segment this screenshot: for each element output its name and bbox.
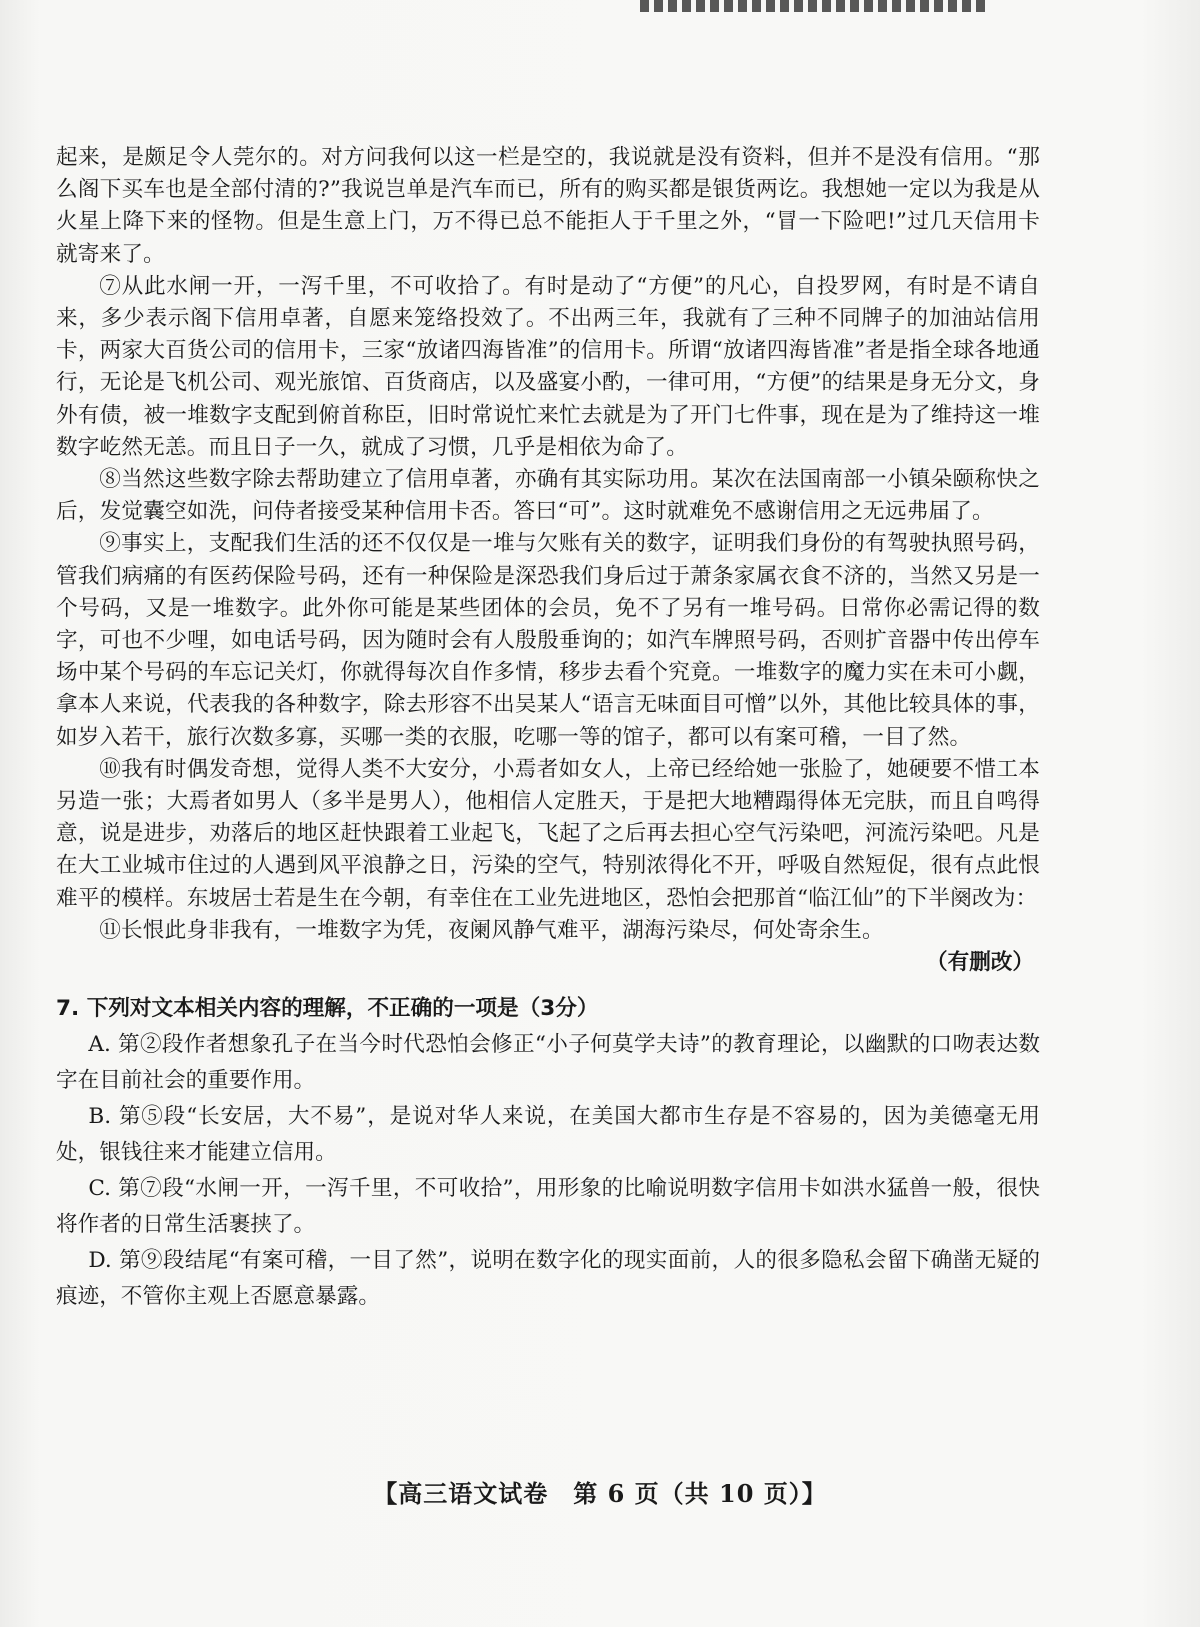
paragraph-continuation: 起来，是颇足令人莞尔的。对方问我何以这一栏是空的，我说就是没有资料，但并不是没有信用。“那么阁下买车也是全部付清的?”我说岂单是汽车而已，所有的购买都是银货两讫。我想她一定以为我是从火星上降下来的怪物。但是生意上门，万不得已总不能拒人于千里之外，“冒一下险吧!”过几天信用卡就寄来了。 <box>56 145 1040 267</box>
question-7 <box>56 991 1040 1315</box>
option-b: B. 第⑤段“长安居，大不易”，是说对华人来说，在美国大都市生存是不容易的，因为美德毫无用处，银钱往来才能建立信用。 <box>56 1104 1040 1166</box>
option-d: D. 第⑨段结尾“有案可稽，一目了然”，说明在数字化的现实面前，人的很多隐私会留下确凿无疑的痕迹，不管你主观上否愿意暴露。 <box>56 1248 1040 1310</box>
paragraph-11-poem: ⑪长恨此身非我有，一堆数字为凭，夜阑风静气难平，湖海污染尽，何处寄余生。 <box>99 917 884 943</box>
paragraph-8: ⑧当然这些数字除去帮助建立了信用卓著，亦确有其实际功用。某次在法国南部一小镇朵颐称快之后，发觉囊空如洗，问侍者接受某种信用卡否。答曰“可”。这时就难免不感谢信用之无远弗届了。 <box>56 467 1040 525</box>
paragraph-10: ⑩我有时偶发奇想，觉得人类不大安分，小焉者如女人，上帝已经给她一张脸了，她硬要不惜工本另造一张；大焉者如男人（多半是男人），他相信人定胜天，于是把大地糟蹋得体无完肤，而且自鸣得意，说是进步，劝落后的地区赶快跟着工业起飞，飞起了之后再去担心空气污染吧，河流污染吧。凡是在大工业城市住过的人遇到风平浪静之日，污染的空气，特别浓得化不开，呼吸自然短促，很有点此恨难平的模样。东坡居士若是生在今朝，有幸住在工业先进地区，恐怕会把那首“临江仙”的下半阕改为： <box>56 756 1040 911</box>
source-note: （有删改） <box>926 950 1034 976</box>
question-stem: 7. 下列对文本相关内容的理解，不正确的一项是（3分） <box>56 996 599 1022</box>
option-a: A. 第②段作者想象孔子在当今时代恐怕会修正“小子何莫学夫诗”的教育理论，以幽默的口吻表达数字在目前社会的重要作用。 <box>56 1032 1040 1094</box>
top-bleed-through-marks <box>640 0 990 12</box>
page-footer: 【高三语文试卷 第 6 页（共 10 页）】 <box>373 1479 827 1508</box>
option-c: C. 第⑦段“水闸一开，一泻千里，不可收拾”，用形象的比喻说明数字信用卡如洪水猛兽一般，很快将作者的日常生活裹挟了。 <box>56 1176 1040 1238</box>
paragraph-7: ⑦从此水闸一开，一泻千里，不可收拾了。有时是动了“方便”的凡心，自投罗网，有时是不请自来，多少表示阁下信用卓著，自愿来笼络投效了。不出两三年，我就有了三种不同牌子的加油站信用卡，两家大百货公司的信用卡，三家“放诸四海皆准”的信用卡。所谓“放诸四海皆准”者是指全球各地通行，无论是飞机公司、观光旅馆、百货商店，以及盛宴小酌，一律可用，“方便”的结果是身无分文，身外有债，被一堆数字支配到俯首称臣，旧时常说忙来忙去就是为了开门七件事，现在是为了维持这一堆数字屹然无恙。而且日子一久，就成了习惯，几乎是相依为命了。 <box>56 273 1040 460</box>
paragraph-9: ⑨事实上，支配我们生活的还不仅仅是一堆与欠账有关的数字，证明我们身份的有驾驶执照号码，管我们病痛的有医药保险号码，还有一种保险是深恐我们身后过于萧条家属衣食不济的，当然又另是一个号码，又是一堆数字。此外你可能是某些团体的会员，免不了另有一堆号码。日常你必需记得的数字，可也不少哩，如电话号码，因为随时会有人殷殷垂询的；如汽车牌照号码，否则扩音器中传出停车场中某个号码的车忘记关灯，你就得每次自作多情，移步去看个究竟。一堆数字的魔力实在未可小觑，拿本人来说，代表我的各种数字，除去形容不出吴某人“语言无味面目可憎”以外，其他比较具体的事，如岁入若干，旅行次数多寡，买哪一类的衣服，吃哪一等的馆子，都可以有案可稽，一目了然。 <box>56 531 1040 750</box>
reading-passage <box>56 142 1040 1315</box>
